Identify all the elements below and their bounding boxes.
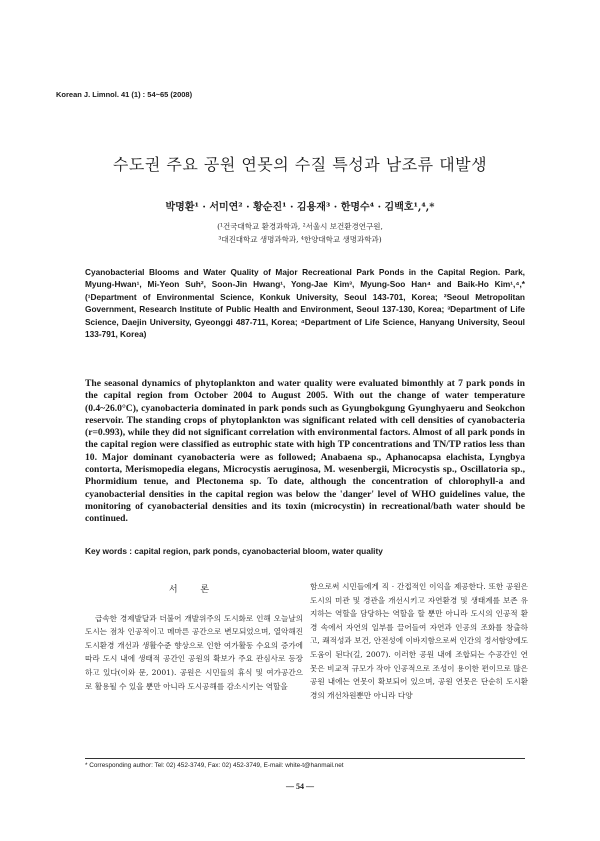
footnote-divider bbox=[85, 758, 525, 759]
intro-right-column bbox=[310, 580, 528, 702]
page-number: — 54 — bbox=[286, 782, 314, 791]
intro-paragraph-left: 급속한 경제발달과 더불어 개발위주의 도시화로 인해 오늘날의 도시는 점차 인공적이고 메마른 공간으로 변모되었으며, 열악해진 도시환경 개선과 생활수준 향상으로 인한 여가활동 수요의 증가에 따라 도시 내에 생태적 공간인 공원의 확보가 주요 관심사로 등장하고 있다(이와 문, 2001). 공원은 시민들의 휴식 및 여가공간으로 활용될 수 있을 뿐만 아니라 도시공해를 감소시키는 역할을 bbox=[85, 613, 303, 691]
english-title-and-affiliations: Cyanobacterial Blooms and Water Quality of Major Recreational Park Ponds in the Capital Region. Park, Myung-Hwan¹, Mi-Yeon Suh², Soon-Jin Hwang¹, Yong-Jae Kim³, Myung-Soo Han⁴ and Baik-Ho Kim¹,⁴,* (¹Department of Environmental Science, Konkuk University, Seoul 143-701, Korea; ²Seoul Metropolitan Government, Research Institute of Public Health and Environment, Seoul 137-130, Korea; ³Department of Life Science, Daejin University, Gyeonggi 487-711, Korea; ⁴Department of Life Science, Hanyang University, Seoul 133-791, Korea) bbox=[85, 267, 525, 340]
korean-authors: 박명환¹ · 서미연² · 황순진¹ · 김용재³ · 한명수⁴ · 김백호¹,⁴,* bbox=[165, 202, 435, 213]
corresponding-author-footnote: * Corresponding author: Tel: 02) 452-3749, Fax: 02) 452-3749, E-mail: white-t@hanmail.net bbox=[85, 762, 344, 769]
korean-affiliations bbox=[0, 220, 600, 246]
affiliation-line-2: ³대진대학교 생명과학과, ⁴한양대학교 생명과학과) bbox=[218, 235, 382, 244]
keywords: Key words : capital region, park ponds, cyanobacterial bloom, water quality bbox=[85, 546, 383, 556]
abstract: The seasonal dynamics of phytoplankton and water quality were evaluated bimonthly at 7 park ponds in the capital region from October 2004 to August 2005. With out the change of water temperature (0.4~26.0°C), cyanobacteria dominated in park ponds such as Gyungbokgung Gyunghyaeru and Seokchon reservoir. The standing crops of phytoplankton was significant related with cell densities of cyanobacteria (r=0.993), while they did not significant correlation with environmental factors. Almost of all park ponds in the capital region were classified as eutrophic state with high TP concentrations and TN/TP ratios less than 10. Major dominant cyanobacteria were as followed; Anabaena sp., Aphanocapsa elachista, Lyngbya contorta, Merismopedia elegans, Microcystis aeruginosa, M. wesenbergii, Microcystis sp., Oscillatoria sp., Phormidium tenue, and Plectonema sp. To date, although the concentration of chlorophyll-a and cyanobacterial densities in the capital region was below the 'danger' level of WHO guidelines value, the monitoring of cyanobacterial densities and its toxin (microcystin) in recreational/bath water should be continued. bbox=[85, 378, 525, 525]
intro-left-column bbox=[85, 580, 303, 693]
intro-paragraph-right: 함으로써 시민들에게 직 · 간접적인 이익을 제공한다. 또한 공원은 도시의 미관 및 경관을 개선시키고 자연환경 및 생태계를 보존 유지하는 역할을 담당하는 역할을 할 뿐만 아니라 도시의 인공적 환경 속에서 자연의 일부를 끌어들여 자연과 인공의 조화를 창출하고, 쾌적성과 보건, 안전성에 이바지함으로써 인간의 정서함양에도 도움이 된다(길, 2007). 이러한 공원 내에 조합되는 수공간인 연못은 비교적 규모가 작아 인공적으로 조성이 용이한 편이므로 많은 공원 내에는 연못이 확보되어 있으며, 공원 연못은 단순히 도시환경의 개선차원뿐만 아니라 다양 bbox=[310, 582, 528, 700]
journal-reference: Korean J. Limnol. 41 (1) : 54~65 (2008) bbox=[56, 90, 193, 99]
section-heading-introduction: 서 론 bbox=[168, 585, 220, 595]
affiliation-line-1: (¹건국대학교 환경과학과, ²서울시 보건환경연구원, bbox=[217, 222, 383, 231]
korean-title: 수도권 주요 공원 연못의 수질 특성과 남조류 대발생 bbox=[112, 155, 488, 174]
